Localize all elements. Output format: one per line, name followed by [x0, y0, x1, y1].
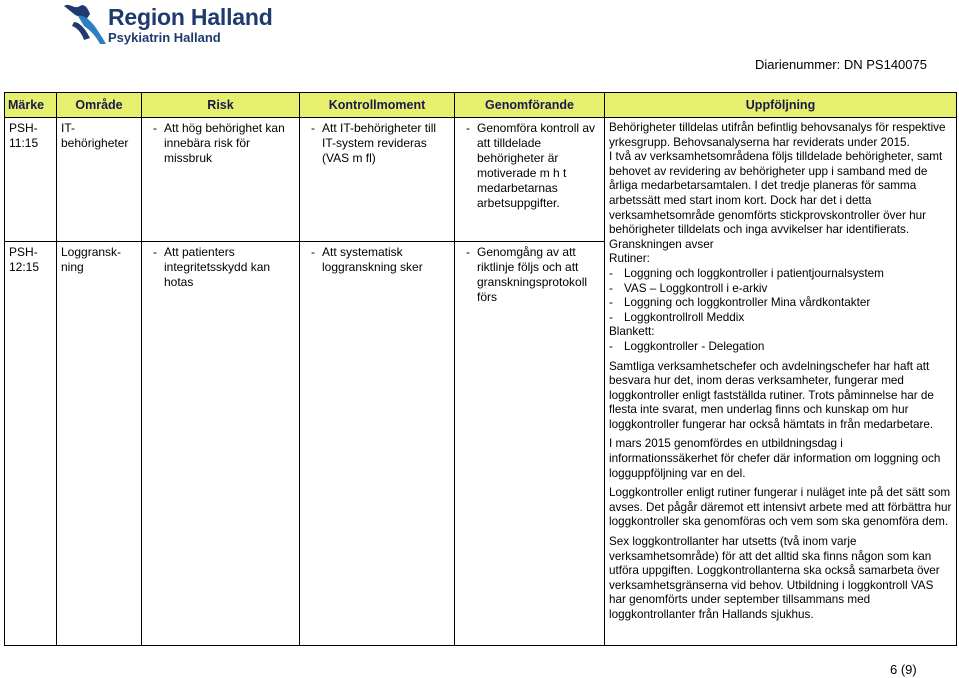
- cell-risk: - Att hög behörighet kan innebära risk för missbruk: [142, 118, 300, 242]
- marke-text: PSH- 12:15: [9, 245, 40, 274]
- diarienummer: Diarienummer: DN PS140075: [755, 57, 927, 72]
- list-item: - Loggkontrollroll Meddix: [609, 310, 745, 324]
- cell-uppfoljning: [605, 118, 957, 646]
- uppfoljning-para: I två av verksamhetsområdena följs tilldelade behörigheter, samt behovet av revidering av behörigheter upp i samband med de årliga medarbetarsamtalen. I det tredje planeras för samma arbetssätt med start inom kort. Dock har det i detta verksamhetsområde genomförts stickprovskontroller över hur behörigheter tilldelats och inga avvikelser har identifierats.: [609, 150, 943, 237]
- omrade-text: IT- behörigheter: [61, 121, 129, 150]
- cell-marke: [5, 118, 57, 242]
- uppfoljning-para: Sex loggkontrollanter har utsetts (två inom varje verksamhetsområde) för att det alltid ska finns någon som kan utföra uppgiften. Loggkontrollanterna ska också samarbeta över verksamhetsgränserna vid behov. Utbildning i loggkontroll VAS har genomförts under september tillsammans med loggkontrollanter från Hallands sjukhus.: [609, 535, 940, 621]
- table-header-row: [5, 93, 957, 118]
- list-item: - Loggkontroller - Delegation: [609, 339, 765, 353]
- uppfoljning-para: Behörigheter tilldelas utifrån befintlig behovsanalys för respektive yrkesgrupp. Behovsanalyserna har reviderats under 2015.: [609, 121, 946, 149]
- uppfoljning-para: Loggkontroller enligt rutiner fungerar i nuläget inte på det sätt som avses. Det pågår däremot ett intensivt arbete med att förbättra hur loggkontroller ska genomföras och vem som ska genomföra dem.: [609, 486, 952, 529]
- kontroll-text: Att systematisk loggranskning sker: [322, 245, 423, 274]
- cell-kontroll: - Att systematisk loggranskning sker: [300, 242, 455, 646]
- omrade-text: Loggransk- ning: [61, 245, 122, 274]
- cell-omrade: [57, 242, 142, 646]
- rutiner-label: Rutiner:: [609, 252, 650, 266]
- genomforande-text: Genomgång av att riktlinje följs och att granskningsprotokoll förs: [477, 245, 588, 304]
- risk-text: Att patienters integritetsskydd kan hotas: [164, 245, 271, 289]
- blankett-label: Blankett:: [609, 325, 655, 339]
- column-header: Uppföljning: [605, 93, 957, 118]
- risk-text: Att hög behörighet kan innebära risk för missbruk: [164, 121, 285, 165]
- column-header: Genomförande: [455, 93, 605, 118]
- uppfoljning-para: Samtliga verksamhetschefer och avdelningschefer har haft att besvara hur det, inom deras verksamheter, fungerar med loggkontroller enligt fastställda rutiner. Trots påminnelse har de flesta inte svarat, men underlag finns och kunskap om hur loggkontroller fungerar har också hämtats in från medarbetare.: [609, 359, 934, 431]
- org-subtitle: Psykiatrin Halland: [108, 30, 221, 45]
- control-table: [4, 92, 957, 646]
- cell-genomforande: - Genomgång av att riktlinje följs och att granskningsprotokoll förs: [455, 242, 605, 646]
- column-header: Område: [57, 93, 142, 118]
- granskning-label: Granskningen avser: [609, 237, 714, 251]
- cell-marke: [5, 242, 57, 646]
- cell-kontroll: - Att IT-behörigheter till IT-system revideras (VAS m fl): [300, 118, 455, 242]
- column-header: Risk: [142, 93, 300, 118]
- cell-omrade: [57, 118, 142, 242]
- column-header: Märke: [5, 93, 57, 118]
- org-name: Region Halland: [108, 4, 273, 30]
- list-item: - Loggning och loggkontroller Mina vårdkontakter: [609, 296, 871, 310]
- cell-genomforande: - Genomföra kontroll av att tilldelade behörigheter är motiverade m h t medarbetarnas arbetsuppgifter.: [455, 118, 605, 242]
- genomforande-text: Genomföra kontroll av att tilldelade behörigheter är motiverade m h t medarbetarnas arbetsuppgifter.: [477, 121, 596, 210]
- page-number: 6 (9): [890, 662, 917, 677]
- column-header: Kontrollmoment: [300, 93, 455, 118]
- marke-text: PSH- 11:15: [9, 121, 39, 150]
- logo-mark-icon: [60, 0, 110, 48]
- list-item: - Loggning och loggkontroller i patientjournalsystem: [609, 266, 884, 280]
- cell-risk: - Att patienters integritetsskydd kan hotas: [142, 242, 300, 646]
- table-row: [5, 118, 957, 242]
- list-item: - VAS – Loggkontroll i e-arkiv: [609, 281, 768, 295]
- kontroll-text: Att IT-behörigheter till IT-system revideras (VAS m fl): [322, 121, 437, 165]
- uppfoljning-para: I mars 2015 genomfördes en utbildningsdag i informationssäkerhet för chefer där information om loggning och logguppföljning var en del.: [609, 437, 941, 480]
